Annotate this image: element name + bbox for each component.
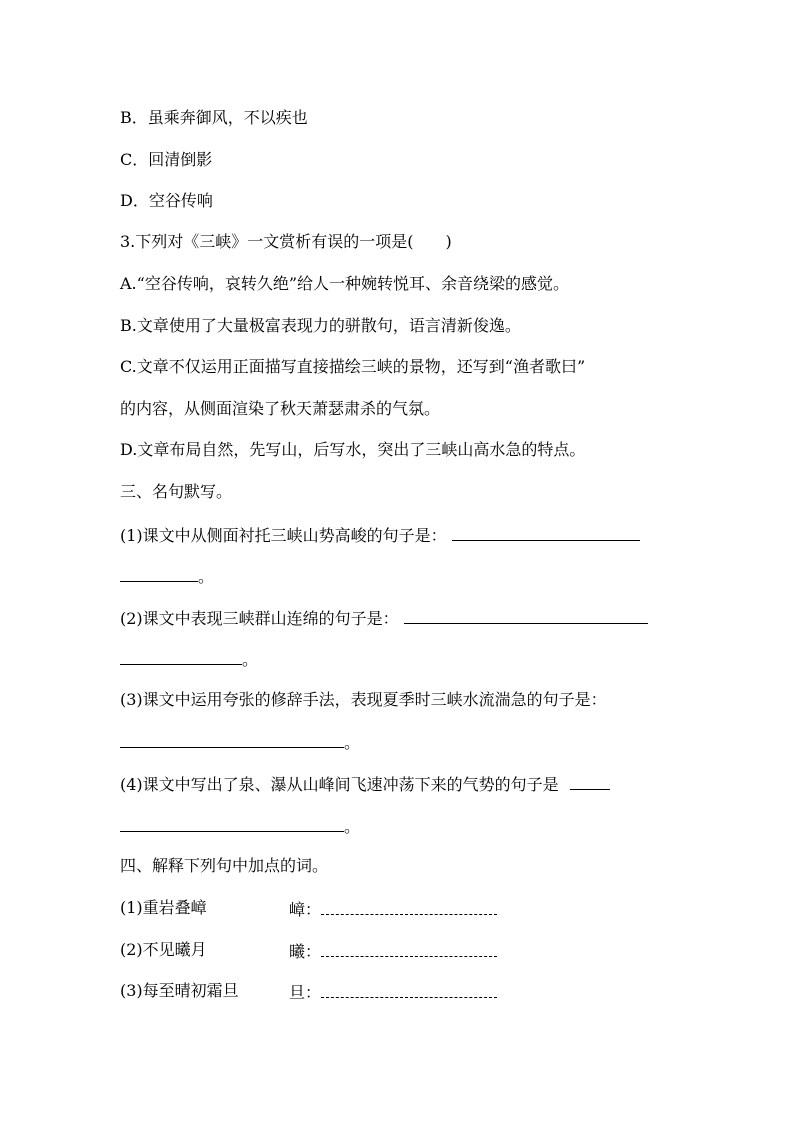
vocab-word-3: 旦： xyxy=(289,983,322,1002)
question-3-option-a: A.“空谷传响，哀转久绝”给人一种婉转悦耳、余音绕梁的感觉。 xyxy=(120,274,570,293)
recitation-q1-cont xyxy=(120,565,214,587)
recitation-q3: (3)课文中运用夸张的修辞手法，表现夏季时三峡水流湍急的句子是： xyxy=(120,690,607,709)
vocab-blank-2[interactable] xyxy=(321,940,497,957)
recitation-q4-cont xyxy=(120,815,360,837)
question-3-option-c-line1: C.文章不仅运用正面描写直接描绘三峡的景物，还写到“渔者歌曰” xyxy=(120,357,586,376)
option-d: D．空谷传响 xyxy=(120,191,213,210)
question-3-option-d: D.文章布局自然，先写山，后写水，突出了三峡山高水急的特点。 xyxy=(120,440,586,459)
recitation-q4-text: (4)课文中写出了泉、瀑从山峰间飞速冲荡下来的气势的句子是 xyxy=(120,775,559,794)
question-3-option-c-line2: 的内容，从侧面渲染了秋天萧瑟肃杀的气氛。 xyxy=(120,399,441,418)
recitation-q2-blank-2[interactable] xyxy=(120,648,242,665)
vocab-item-2 xyxy=(120,940,322,961)
recitation-q1-end: 。 xyxy=(198,567,215,586)
vocab-blank-1[interactable] xyxy=(321,898,497,915)
vocab-phrase-1: (1)重岩叠嶂 xyxy=(120,898,207,917)
recitation-q4 xyxy=(120,773,610,795)
section-4-title: 四、解释下列句中加点的词。 xyxy=(120,856,329,875)
recitation-q3-end: 。 xyxy=(344,733,361,752)
recitation-q3-blank[interactable] xyxy=(120,731,344,748)
recitation-q2 xyxy=(120,607,648,629)
section-3-title: 三、名句默写。 xyxy=(120,482,233,501)
recitation-q2-cont xyxy=(120,648,258,670)
recitation-q1-blank-2[interactable] xyxy=(120,565,198,582)
vocab-item-1 xyxy=(120,898,322,919)
question-3-option-b: B.文章使用了大量极富表现力的骈散句，语言清新俊逸。 xyxy=(120,316,521,335)
recitation-q1-blank[interactable] xyxy=(452,524,640,541)
vocab-word-1: 嶂： xyxy=(289,900,322,919)
recitation-q2-text: (2)课文中表现三峡群山连绵的句子是： xyxy=(120,609,399,628)
vocab-word-2: 曦： xyxy=(289,942,322,961)
recitation-q2-blank[interactable] xyxy=(404,607,648,624)
recitation-q3-cont xyxy=(120,731,360,753)
option-b: B．虽乘奔御风，不以疾也 xyxy=(120,108,308,127)
option-c: C．回清倒影 xyxy=(120,150,213,169)
recitation-q4-end: 。 xyxy=(344,817,361,836)
recitation-q4-blank[interactable] xyxy=(570,773,610,790)
recitation-q2-end: 。 xyxy=(242,650,259,669)
recitation-q4-blank-2[interactable] xyxy=(120,815,344,832)
vocab-blank-3[interactable] xyxy=(321,981,497,998)
vocab-item-3 xyxy=(120,981,322,1002)
question-3-stem: 3.下列对《三峡》一文赏析有误的一项是( ) xyxy=(120,232,452,251)
recitation-q1 xyxy=(120,524,640,546)
vocab-phrase-2: (2)不见曦月 xyxy=(120,940,207,959)
recitation-q1-text: (1)课文中从侧面衬托三峡山势高峻的句子是： xyxy=(120,526,447,545)
vocab-phrase-3: (3)每至晴初霜旦 xyxy=(120,981,239,1000)
